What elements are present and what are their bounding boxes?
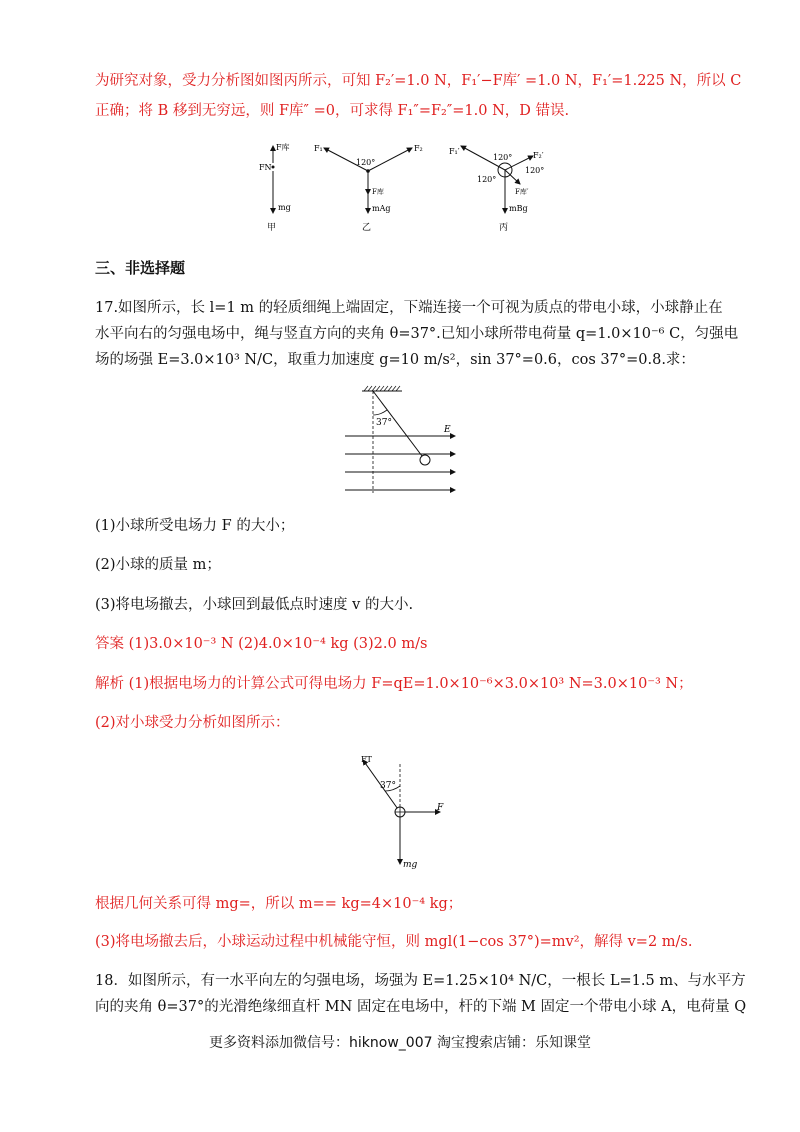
angle-label: 37° xyxy=(380,781,396,791)
force-diagram-jia xyxy=(245,138,305,233)
label-f2: F₂ xyxy=(414,144,423,153)
question-text-line: 17.如图所示，长 l=1 m 的轻质细绳上端固定，下端连接一个可视为质点的带电小球，小球静止在 xyxy=(95,300,723,316)
label-mg: mBg xyxy=(509,204,528,213)
caption-yi: 乙 xyxy=(362,223,372,233)
caption-bing: 丙 xyxy=(499,223,509,233)
question-text-line: 18．如图所示，有一水平向左的匀强电场，场强为 E=1.25×10⁴ N/C，一根长 L=1.5 m、与水平方 xyxy=(95,973,746,989)
tension-label: FT xyxy=(361,755,372,764)
pendulum-field-diagram xyxy=(340,385,465,495)
label-mg: mg xyxy=(278,203,291,212)
label-f-ku: F库 xyxy=(372,188,384,196)
force-diagram-bing xyxy=(445,138,565,233)
angle-label: 37° xyxy=(376,418,392,428)
free-body-diagram xyxy=(355,752,455,872)
label-f2: F₂′ xyxy=(533,151,544,160)
question-text-line: 向的夹角 θ=37°的光滑绝缘细直杆 MN 固定在电场中，杆的下端 M 固定一个带电小球 A，电荷量 Q xyxy=(95,999,747,1015)
section-title: 三、非选择题 xyxy=(95,259,186,277)
analysis-text-line: 为研究对象，受力分析图如图丙所示，可知 F₂′=1.0 N，F₁′−F库′ =1.0 N，F₁′=1.225 N，所以 C xyxy=(95,73,742,89)
label-f1: F₁ xyxy=(314,144,323,153)
label-mg: mAg xyxy=(372,204,391,213)
caption-jia: 甲 xyxy=(267,223,277,233)
label-f1: F₁′ xyxy=(449,147,460,156)
label-angle: 120° xyxy=(356,158,376,167)
question-text-line: 水平向右的匀强电场中，绳与竖直方向的夹角 θ=37°.已知小球所带电荷量 q=1.0×10⁻⁶ C，匀强电 xyxy=(95,326,739,342)
label-f-ku: F库 xyxy=(276,143,290,152)
page-footer: 更多资料添加微信号：hiknow_007 淘宝搜索店铺：乐知课堂 xyxy=(209,1035,591,1051)
label-f-ku: F库′ xyxy=(515,188,529,196)
label-angle-c: 120° xyxy=(477,175,497,184)
answer-line: 答案 (1)3.0×10⁻³ N (2)4.0×10⁻⁴ kg (3)2.0 m/s xyxy=(95,636,428,652)
label-f-n: FN xyxy=(259,163,272,172)
analysis-line: (3)将电场撤去后，小球运动过程中机械能守恒，则 mgl(1−cos 37°)=mv²，解得 v=2 m/s. xyxy=(95,934,693,950)
mg-label: mg xyxy=(403,860,418,870)
analysis-line: (2)对小球受力分析如图所示： xyxy=(95,715,290,731)
analysis-line: 根据几何关系可得 mg=，所以 m== kg=4×10⁻⁴ kg； xyxy=(95,896,463,912)
sub-question: (1)小球所受电场力 F 的大小； xyxy=(95,518,295,534)
sub-question: (3)将电场撤去，小球回到最低点时速度 v 的大小. xyxy=(95,597,414,613)
analysis-line: 解析 (1)根据电场力的计算公式可得电场力 F=qE=1.0×10⁻⁶×3.0×10³ N=3.0×10⁻³ N； xyxy=(95,676,693,692)
sub-question: (2)小球的质量 m； xyxy=(95,557,221,573)
label-angle-b: 120° xyxy=(525,166,545,175)
question-text-line: 场的场强 E=3.0×10³ N/C，取重力加速度 g=10 m/s²，sin 37°=0.6，cos 37°=0.8.求： xyxy=(95,352,695,368)
label-angle-a: 120° xyxy=(493,153,513,162)
field-label: E xyxy=(444,425,451,435)
force-label: F xyxy=(437,803,444,813)
analysis-text-line: 正确；将 B 移到无穷远，则 F库″ =0，可求得 F₁″=F₂″=1.0 N，D 错误. xyxy=(95,103,570,119)
force-diagram-yi xyxy=(310,138,430,233)
